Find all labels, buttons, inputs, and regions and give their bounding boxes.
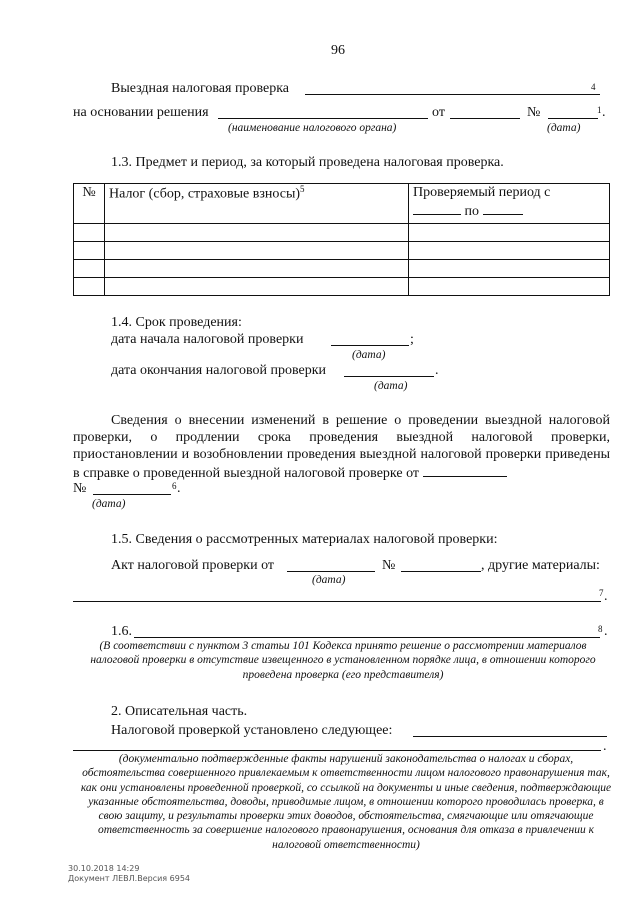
section-1-6-tail: . [604, 624, 608, 639]
footer-timestamp: 30.10.2018 14:29 [68, 864, 140, 873]
section-1-4-title: 1.4. Срок проведения: [111, 315, 242, 330]
page-number: 96 [331, 43, 345, 58]
section-1-6-title: 1.6. [111, 624, 132, 639]
audit-type-label: Выездная налоговая проверка [111, 81, 290, 96]
section-2-title: 2. Описательная часть. [111, 704, 248, 719]
table-row [74, 242, 610, 260]
changes-tail: . [177, 481, 181, 496]
section-1-6-note: (В соответствии с пунктом 3 статьи 101 Кодекса принято решение о рассмотрении материалов налоговой проверки в отсутствие извещенного в установленном порядке лица, в отношении которого проведена проверка (его представителя) [90, 640, 596, 681]
decision-org-blank[interactable] [218, 118, 428, 119]
start-date-blank[interactable] [331, 345, 409, 346]
findings-tail: . [603, 739, 607, 754]
footnote-4: 4 [591, 82, 596, 92]
table-header-row [74, 184, 610, 224]
act-num-sign: № [382, 558, 396, 573]
changes-paragraph: Сведения о внесении изменений в решение о проведении выездной налоговой проверки, о продлении срока проведения выездной налоговой проверки, приостановлении и возобновлении проведения выездной налоговой проверки приведены в справке о проведенной выездной налоговой проверке от [73, 413, 610, 481]
hint-org-name: (наименование налогового органа) [228, 122, 397, 134]
end-date-tail: . [435, 363, 439, 378]
changes-date-blank[interactable] [423, 463, 507, 477]
decision-num-sign: № [527, 105, 541, 120]
table-row [74, 224, 610, 242]
act-number-blank[interactable] [401, 571, 481, 572]
table-row [74, 278, 610, 296]
findings-blank-2[interactable] [73, 750, 601, 751]
findings-blank-1[interactable] [413, 736, 607, 737]
decision-date-blank[interactable] [450, 118, 520, 119]
act-label: Акт налоговой проверки от [111, 558, 275, 573]
table-row [74, 260, 610, 278]
changes-num-sign: № [73, 481, 87, 496]
changes-number-blank[interactable] [93, 494, 171, 495]
decision-label: на основании решения [73, 105, 209, 120]
hint-act-date: (дата) [312, 574, 346, 586]
act-date-blank[interactable] [287, 571, 375, 572]
start-date-tail: ; [410, 332, 414, 347]
section-2-note: (документально подтвержденные факты нарушений законодательства о налогах и сборах, обстоятельства совершенного привлекаемым к ответственности лицом налогового правонарушения так, как они установлены проведенной проверкой, со ссылкой на документы и иные сведения, подтверждающие указанные обстоятельства, доводы, приводимые лицом, в отношении которого проводилась проверка, в свою защиту, и результаты проверки этих доводов, обстоятельства, смягчающие или отягчающие ответственность за совершение налогового правонарушения, основания для отказа в привлечении к налоговой ответственности) [80, 753, 612, 851]
footnote-6: 6 [172, 481, 177, 491]
hint-decision-date: (дата) [547, 122, 581, 134]
footer-doc-version: Документ ЛЕВЛ.Версия 6954 [68, 874, 191, 883]
tax-period-table [73, 183, 610, 296]
act-tail: , другие материалы: [481, 558, 600, 573]
section-2-line: Налоговой проверкой установлено следующее: [111, 723, 393, 738]
header-tax: Налог (сбор, страховые взносы)$^5$ [105, 184, 409, 224]
decision-number-blank[interactable] [548, 118, 598, 119]
hint-changes-date: (дата) [92, 498, 126, 510]
header-period: Проверяемый период с по [409, 184, 610, 224]
header-num: № [74, 184, 105, 224]
decision-from: от [432, 105, 445, 120]
other-materials-blank[interactable] [73, 601, 601, 602]
end-date-label: дата окончания налоговой проверки [111, 363, 326, 378]
footnote-1: 1 [597, 105, 602, 115]
period-to-blank[interactable] [483, 201, 523, 215]
period-from-blank[interactable] [413, 201, 461, 215]
section-1-5-title: 1.5. Сведения о рассмотренных материалах налоговой проверки: [111, 532, 498, 547]
footnote-7: 7 [599, 588, 604, 598]
section-1-6-blank[interactable] [134, 637, 600, 638]
audit-type-blank[interactable] [305, 94, 600, 95]
start-date-label: дата начала налоговой проверки [111, 332, 304, 347]
end-date-blank[interactable] [344, 376, 434, 377]
hint-start-date: (дата) [352, 349, 386, 361]
materials-tail: . [604, 589, 608, 604]
section-1-3-title: 1.3. Предмет и период, за который проведена налоговая проверка. [111, 155, 504, 170]
footnote-8: 8 [598, 624, 603, 634]
hint-end-date: (дата) [374, 380, 408, 392]
decision-tail: . [602, 105, 606, 120]
